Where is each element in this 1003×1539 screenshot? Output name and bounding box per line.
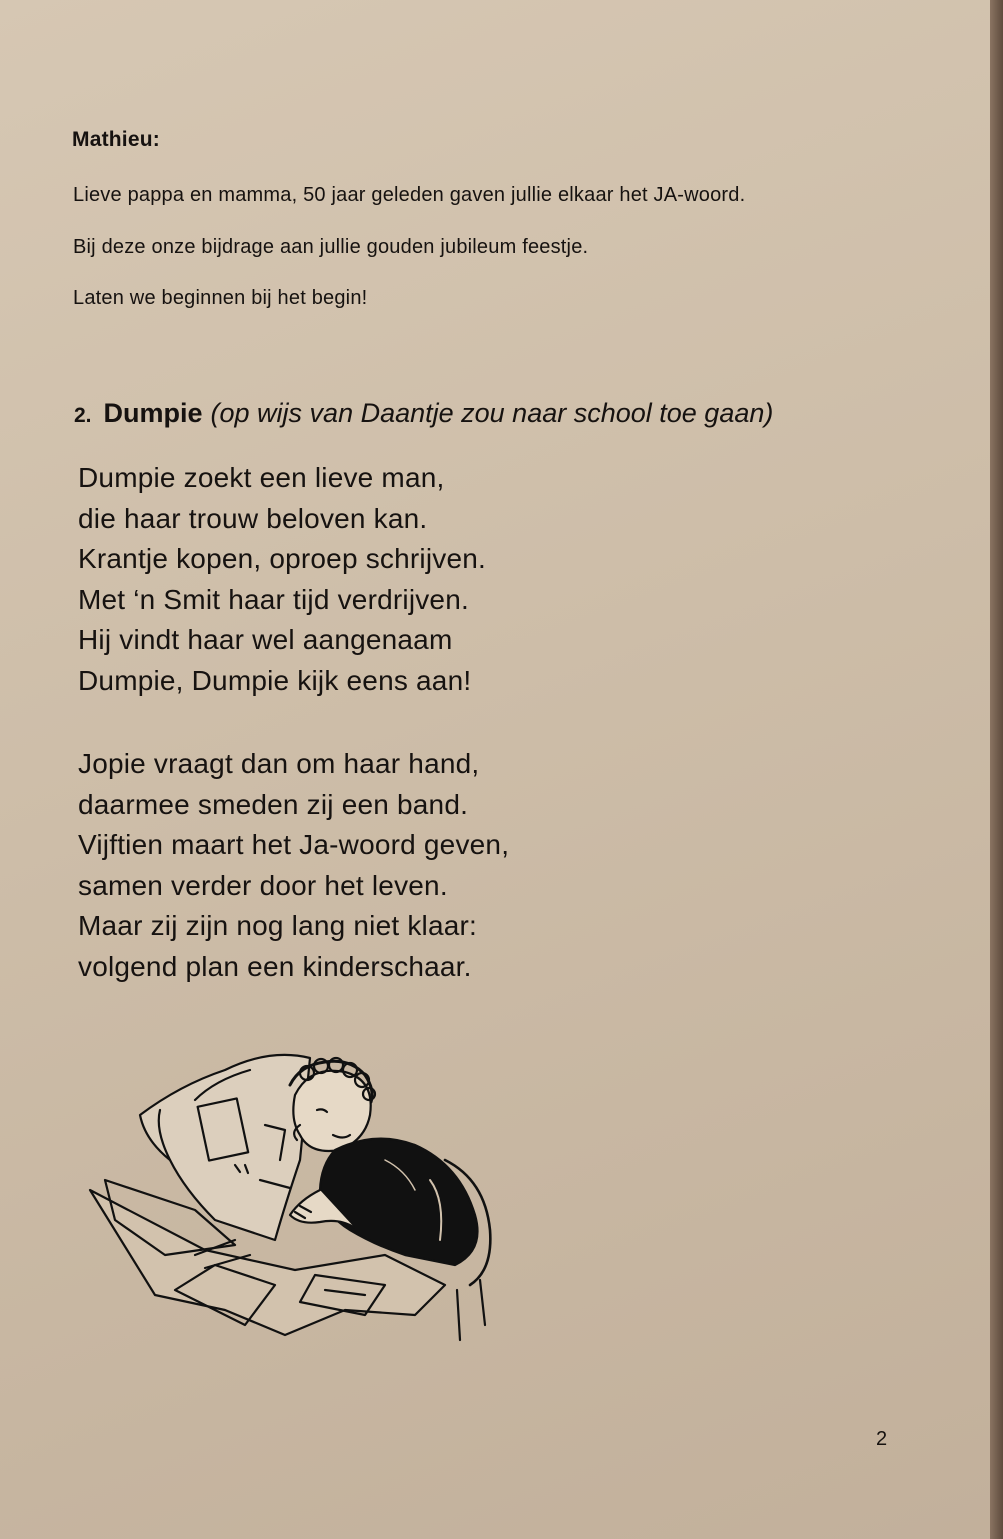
song-number: 2. xyxy=(74,404,92,427)
speaker-name: Mathieu: xyxy=(72,128,160,151)
verse-line: Met ‘n Smit haar tijd verdrijven. xyxy=(78,583,469,615)
verse-line: Maar zij zijn nog lang niet klaar: xyxy=(78,910,477,941)
verse-line: die haar trouw beloven kan. xyxy=(78,502,428,534)
verse-line: samen verder door het leven. xyxy=(78,869,448,901)
verse-line: Vijftien maart het Ja-woord geven, xyxy=(78,829,510,860)
intro-line-2: Bij deze onze bijdrage aan jullie gouden jubileum feestje. xyxy=(73,236,589,258)
verse-line: Jopie vraagt dan om haar hand, xyxy=(78,748,480,779)
song-tune: (op wijs van Daantje zou naar school toe gaan) xyxy=(210,398,774,428)
verse-line: Hij vindt haar wel aangenaam xyxy=(78,624,453,655)
newspaper-reader-illustration xyxy=(85,1040,505,1345)
verse-line: Dumpie, Dumpie kijk eens aan! xyxy=(78,664,472,696)
verse-2 xyxy=(78,744,509,987)
song-title: Dumpie xyxy=(103,398,203,428)
intro-line-3: Laten we beginnen bij het begin! xyxy=(73,287,368,309)
song-heading xyxy=(74,398,773,429)
verse-line: Krantje kopen, oproep schrijven. xyxy=(78,543,486,574)
verse-1 xyxy=(78,458,486,701)
page-edge-shadow xyxy=(990,0,1003,1539)
verse-line: Dumpie zoekt een lieve man, xyxy=(78,462,445,493)
intro-line-1: Lieve pappa en mamma, 50 jaar geleden gaven jullie elkaar het JA-woord. xyxy=(73,184,746,206)
page-number: 2 xyxy=(876,1428,888,1450)
verse-line: volgend plan een kinderschaar. xyxy=(78,950,472,982)
verse-line: daarmee smeden zij een band. xyxy=(78,788,469,820)
